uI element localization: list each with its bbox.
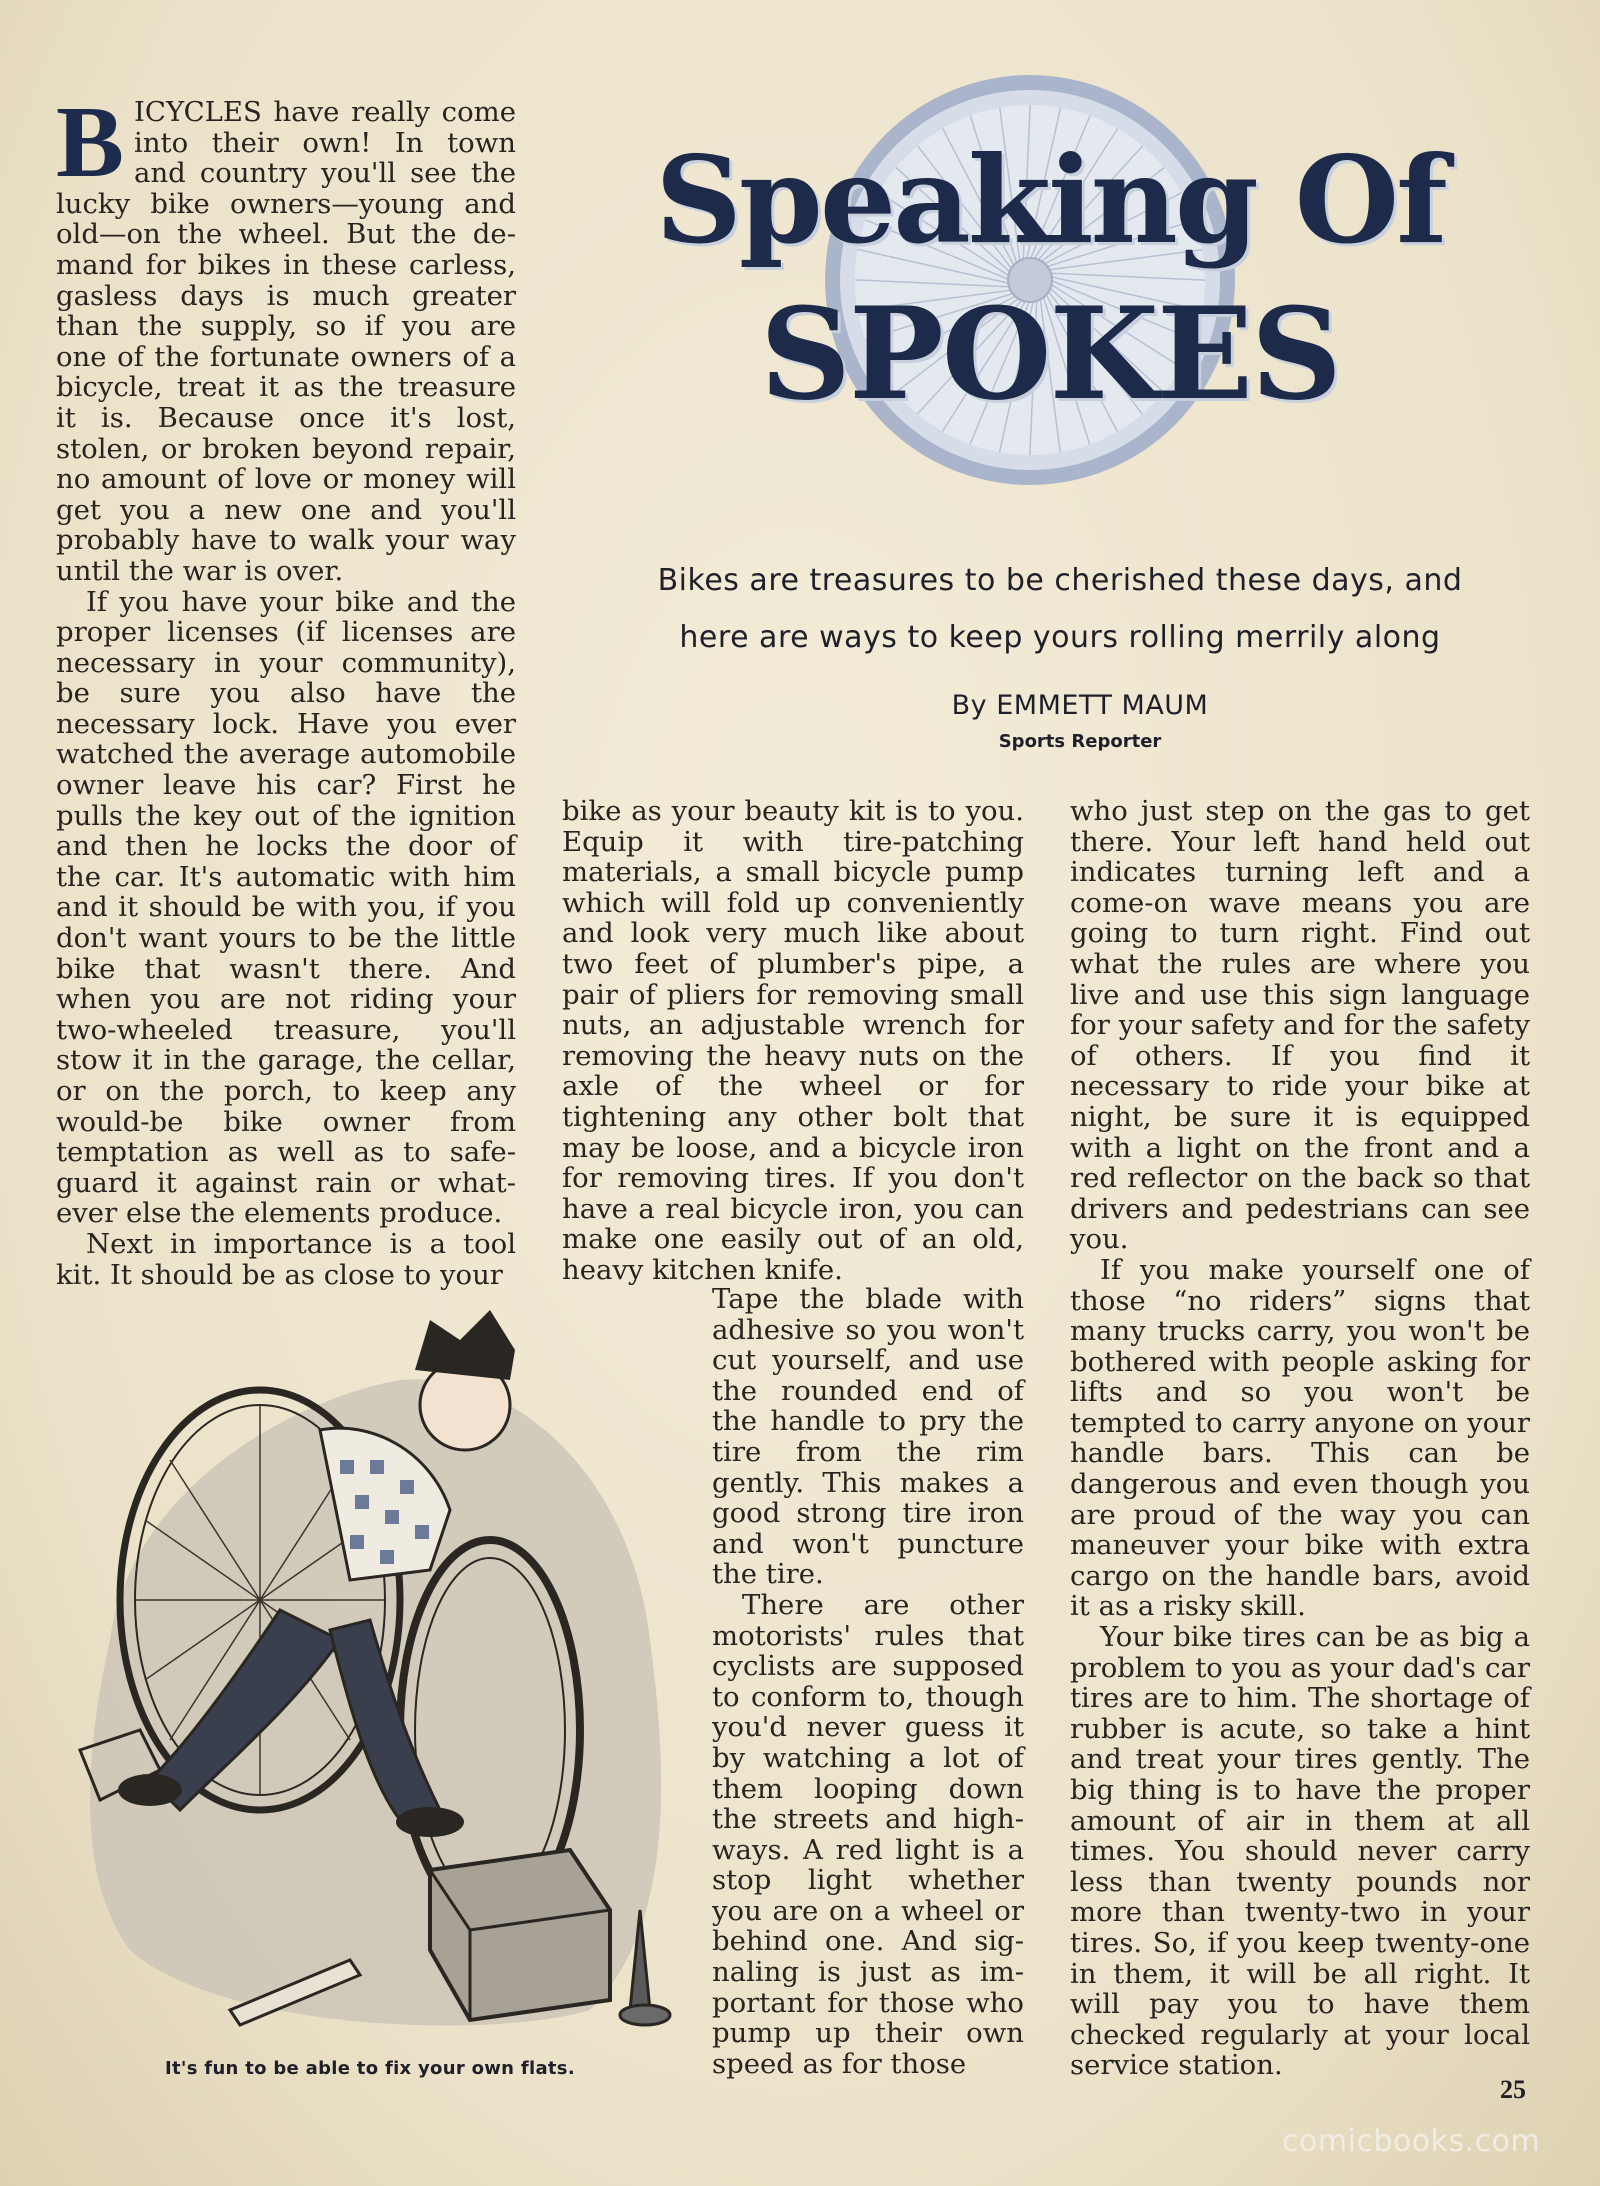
paragraph-4: bike as your beauty kit is to you. Equip it with tire-patching materials, a small bicycle pump which will fold up conveniently and look very much like about two feet of plumber's pipe, a pair of pliers for removing small nuts, an adjustable wrench for removing the heavy nuts on the axle of the wheel or for tightening any other bolt that may be loose, and a bicycle iron for removing tires. If you don't have a real bicycle iron, you can make one easily out of an old, heavy kitchen knife.	[562, 795, 1024, 1286]
page-title-line2: SPOKES	[759, 280, 1341, 428]
paragraph-7: who just step on the gas to get there. Your left hand held out indicates turning left and a come-on wave means you are going to turn right. Find out what the rules are where you live and use this sign language for your safety and for the safety of others. If you find it necessary to ride your bike at night, be sure it is equipped with a light on the front and a red reflector on the back so that drivers and pedestrians can see you.	[1070, 795, 1530, 1256]
boy-fixing-bicycle-tire-illustration	[70, 1310, 690, 2050]
author-role: Sports Reporter	[998, 731, 1162, 752]
article-column-3	[1070, 796, 1530, 2081]
paragraph-8: If you make yourself one of those “no riders” signs that many trucks carry, you won't be bothered with people asking for lifts and so you won't be tempted to carry anyone on your handle bars. This can be dangerous and even though you are proud of the way you can maneuver your bike with extra cargo on the handle bars, avoid it as a risky skill.	[1070, 1253, 1530, 1623]
article-column-2	[562, 796, 1024, 1286]
author-byline: By EMMETT MAUM	[951, 690, 1209, 721]
paragraph-5: Tape the blade with adhesive so you won't cut yourself, and use the rounded end of the handle to pry the tire from the rim gently. This makes a good strong tire iron and won't puncture the tire.	[712, 1283, 1024, 1591]
paragraph-2: If you have your bike and the proper licenses (if licenses are necessary in your community), be sure you also have the necessary lock. Have you ever watched the average automobile owner leave his car? First he pulls the key out of the ignition and then he locks the door of the car. It's automatic with him and it should be with you, if you don't want yours to be the little bike that wasn't there. And when you are not riding your two-wheeled treasure, you'll stow it in the garage, the cellar, or on the porch, to keep any would-be bike owner from temptation as well as to safeguard it against rain or whatever else the elements produce.	[56, 585, 516, 1230]
subtitle-line1: Bikes are treasures to be cherished these days, and	[657, 563, 1463, 598]
page-title-line1: Speaking Of	[655, 130, 1445, 271]
paragraph-6: There are other motorists' rules that cyclists are supposed to conform to, though you'd never guess it by watching a lot of them looping down the streets and highways. A red light is a stop light whether you are on a wheel or behind one. And signaling is just as important for those who pump up their own speed as for those	[712, 1588, 1024, 2080]
title-block	[640, 70, 1460, 490]
paragraph-1: BICYCLES have really come into their own! In town and country you'll see the lucky bike owners—young and old—on the wheel. But the demand for bikes in these carless, gasless days is much greater than the supply, so if you are one of the fortunate owners of a bicycle, treat it as the treasure it is. Because once it's lost, stolen, or broken beyond repair, no amount of love or money will get you a new one and you'll probably have to walk your way until the war is over.	[56, 86, 516, 587]
watermark: comicbooks.com	[1282, 2124, 1541, 2159]
paragraph-9: Your bike tires can be as big a problem to you as your dad's car tires are to him. The shortage of rubber is acute, so take a hint and treat your tires gently. The big thing is to have the proper amount of air in them at all times. You should never carry less than twenty pounds nor more than twenty-two in your tires. So, if you keep twenty-one in them, it will be all right. It will pay you to have them checked regularly at your local service station.	[1070, 1621, 1530, 2082]
article-column-1	[56, 86, 516, 1291]
article-column-2-continued	[712, 1284, 1024, 2079]
paragraph-3: Next in importance is a tool kit. It should be as close to your	[56, 1227, 516, 1291]
illustration-caption: It's fun to be able to fix your own flats.	[165, 2058, 575, 2079]
page-number: 25	[1500, 2075, 1526, 2104]
drop-cap: B	[56, 86, 125, 199]
subtitle-line2: here are ways to keep yours rolling merrily along	[679, 620, 1441, 655]
